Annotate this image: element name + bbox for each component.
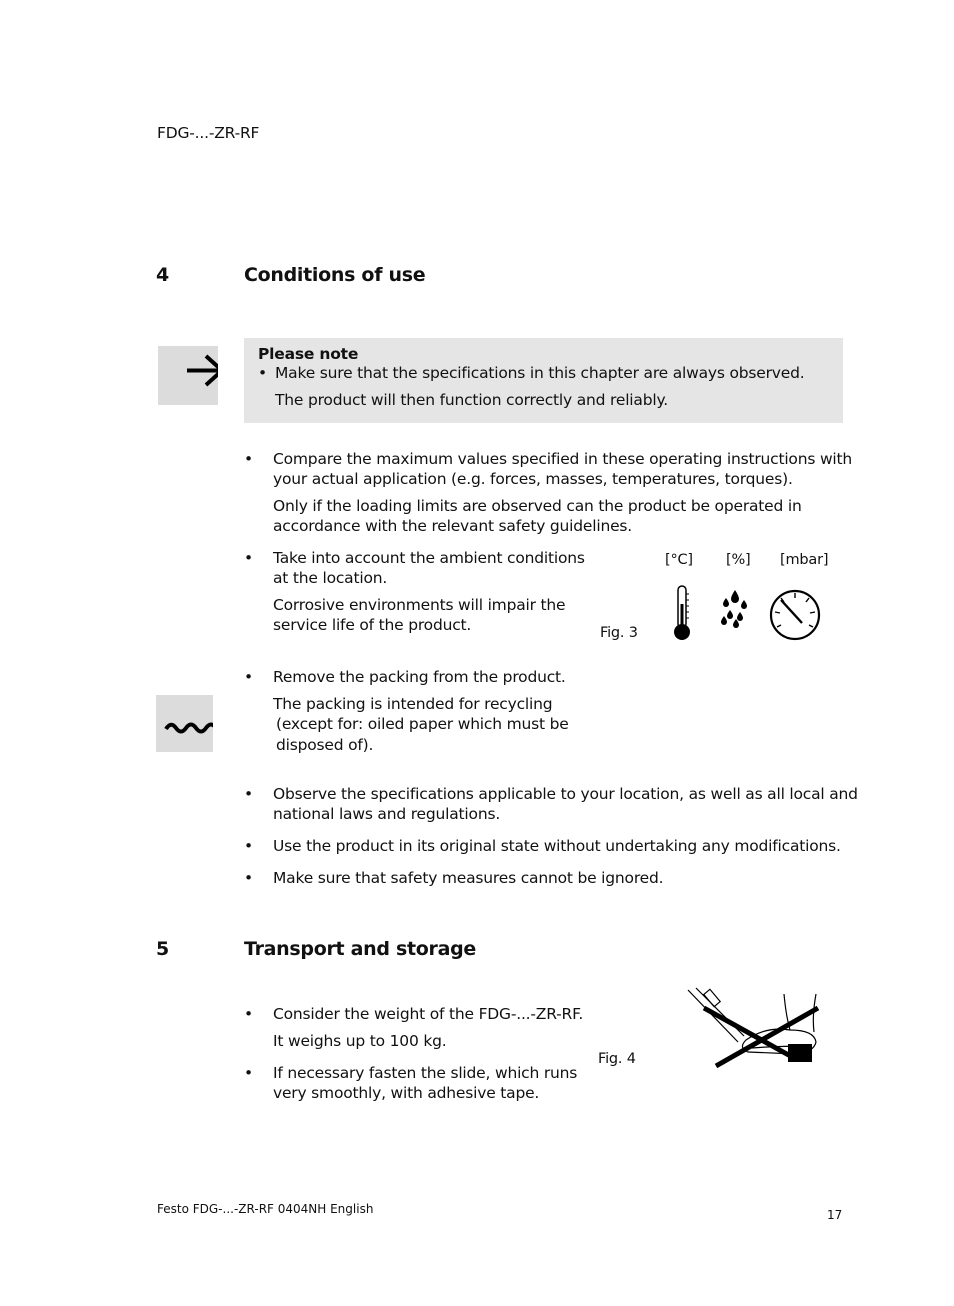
section-5-number: 5 bbox=[156, 938, 169, 960]
item-4-line-2: national laws and regulations. bbox=[273, 805, 501, 823]
arrow-right-icon bbox=[158, 346, 218, 405]
s5-item-2-line-1: If necessary fasten the slide, which runs bbox=[273, 1064, 578, 1082]
humidity-drops-icon bbox=[718, 588, 752, 628]
note-bullet-char: • bbox=[258, 364, 267, 382]
s5-item-1-line-1: Consider the weight of the FDG-...-ZR-RF. bbox=[273, 1005, 584, 1023]
thermometer-icon bbox=[668, 584, 698, 642]
item-4-line-1: Observe the specifications applicable to your location, as well as all local and bbox=[273, 785, 858, 803]
note-heading: Please note bbox=[258, 345, 359, 363]
page-number: 17 bbox=[827, 1208, 843, 1222]
note-arrow-icon-box bbox=[158, 346, 218, 405]
bullet-char: • bbox=[244, 837, 253, 855]
item-2-sub-2: service life of the product. bbox=[273, 616, 472, 634]
section-4-title: Conditions of use bbox=[244, 264, 426, 286]
bullet-char: • bbox=[244, 785, 253, 803]
item-2-line-1: Take into account the ambient conditions bbox=[273, 549, 585, 567]
s5-item-2-line-2: very smoothly, with adhesive tape. bbox=[273, 1084, 540, 1102]
bullet-char: • bbox=[244, 1005, 253, 1023]
item-3-sub-1: The packing is intended for recycling bbox=[273, 695, 553, 713]
bullet-char: • bbox=[244, 668, 253, 686]
footer-text: Festo FDG-...-ZR-RF 0404NH English bbox=[157, 1202, 374, 1216]
item-3-line-1: Remove the packing from the product. bbox=[273, 668, 566, 686]
item-1-line-1: Compare the maximum values specified in these operating instructions with bbox=[273, 450, 853, 468]
bullet-char: • bbox=[244, 1064, 253, 1082]
do-not-step-on-slide-icon bbox=[686, 986, 822, 1070]
s5-item-1-sub-1: It weighs up to 100 kg. bbox=[273, 1032, 447, 1050]
item-3-sub-3: disposed of). bbox=[276, 736, 374, 754]
please-note-box bbox=[244, 338, 843, 423]
section-5-title: Transport and storage bbox=[244, 938, 477, 960]
bullet-char: • bbox=[244, 549, 253, 567]
item-1-line-2: your actual application (e.g. forces, masses, temperatures, torques). bbox=[273, 470, 793, 488]
item-5-line-1: Use the product in its original state without undertaking any modifications. bbox=[273, 837, 841, 855]
item-2-sub-1: Corrosive environments will impair the bbox=[273, 596, 566, 614]
item-6-line-1: Make sure that safety measures cannot be ignored. bbox=[273, 869, 664, 887]
pressure-gauge-icon bbox=[768, 588, 822, 642]
item-2-line-2: at the location. bbox=[273, 569, 388, 587]
recycling-icon-box bbox=[156, 695, 213, 752]
note-bullet-text: Make sure that the specifications in this chapter are always observed. bbox=[275, 364, 805, 382]
running-header: FDG-...-ZR-RF bbox=[157, 124, 260, 142]
unit-percent-label: [%] bbox=[726, 552, 751, 568]
item-1-sub-1: Only if the loading limits are observed can the product be operated in bbox=[273, 497, 802, 515]
note-text: The product will then function correctly and reliably. bbox=[275, 391, 668, 409]
section-4-number: 4 bbox=[156, 264, 169, 286]
recycling-wave-icon bbox=[156, 695, 213, 752]
fig-3-caption: Fig. 3 bbox=[600, 625, 638, 641]
item-1-sub-2: accordance with the relevant safety guidelines. bbox=[273, 517, 633, 535]
item-3-sub-2: (except for: oiled paper which must be bbox=[276, 715, 569, 733]
bullet-char: • bbox=[244, 450, 253, 468]
fig-4-caption: Fig. 4 bbox=[598, 1051, 636, 1067]
unit-mbar-label: [mbar] bbox=[780, 552, 829, 568]
unit-celsius-label: [°C] bbox=[665, 552, 693, 568]
bullet-char: • bbox=[244, 869, 253, 887]
